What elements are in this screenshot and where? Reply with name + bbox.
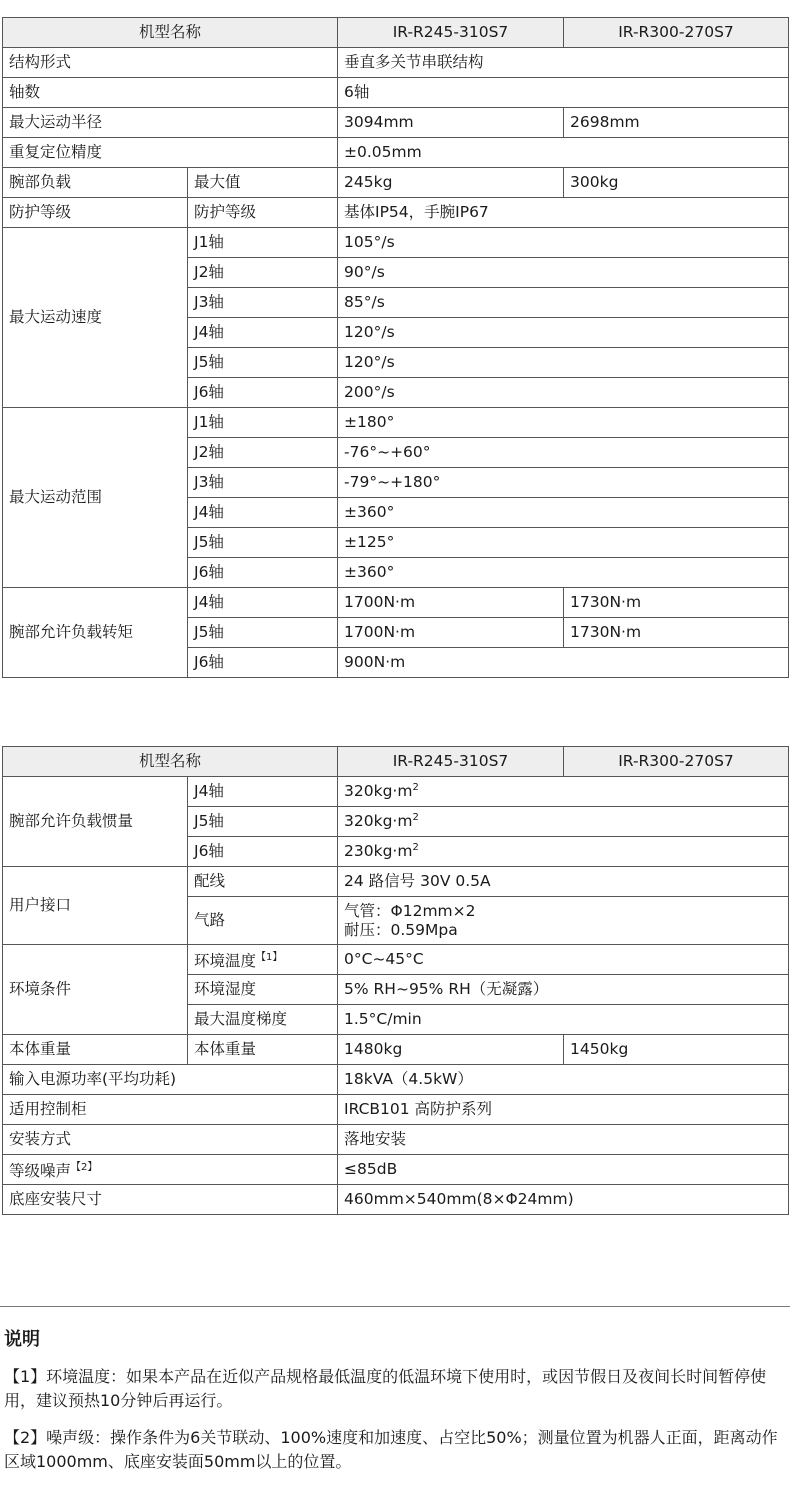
header-model-name: 机型名称 bbox=[3, 18, 338, 48]
speed-axis: J1轴 bbox=[188, 228, 338, 258]
table-row bbox=[3, 945, 789, 975]
protection-value: 基体IP54，手腕IP67 bbox=[338, 198, 789, 228]
unit-superscript: 2 bbox=[412, 781, 419, 793]
row-label-inertia: 腕部允许负载惯量 bbox=[3, 777, 188, 867]
inertia-value-cell bbox=[338, 837, 789, 867]
env-humidity-sub: 环境湿度 bbox=[188, 975, 338, 1005]
table-row bbox=[3, 138, 789, 168]
row-label-repeatability: 重复定位精度 bbox=[3, 138, 338, 168]
header-model-a: IR-R245-310S7 bbox=[338, 18, 564, 48]
speed-axis: J2轴 bbox=[188, 258, 338, 288]
row-label-range: 最大运动范围 bbox=[3, 408, 188, 588]
table-row bbox=[3, 228, 789, 258]
range-axis: J3轴 bbox=[188, 468, 338, 498]
env-temp-sub: 环境温度 bbox=[194, 952, 257, 970]
env-gradient-sub: 最大温度梯度 bbox=[188, 1005, 338, 1035]
speed-axis: J3轴 bbox=[188, 288, 338, 318]
torque-b: 1730N·m bbox=[564, 618, 789, 648]
range-value: ±360° bbox=[338, 558, 789, 588]
power-value: 18kVA（4.5kW） bbox=[338, 1065, 789, 1095]
inertia-axis: J5轴 bbox=[188, 807, 338, 837]
row-label-axes: 轴数 bbox=[3, 78, 338, 108]
table-row bbox=[3, 1035, 789, 1065]
torque-axis: J4轴 bbox=[188, 588, 338, 618]
row-label-controller: 适用控制柜 bbox=[3, 1095, 338, 1125]
payload-b: 300kg bbox=[564, 168, 789, 198]
noise-label-cell bbox=[3, 1155, 338, 1185]
inertia-value: 320kg·m bbox=[344, 782, 413, 800]
table-row bbox=[3, 1185, 789, 1215]
inertia-axis: J4轴 bbox=[188, 777, 338, 807]
notes-title: 说明 bbox=[4, 1329, 40, 1350]
range-value: ±125° bbox=[338, 528, 789, 558]
air-sub: 气路 bbox=[188, 897, 338, 945]
torque-a: 1700N·m bbox=[338, 588, 564, 618]
table-row bbox=[3, 1095, 789, 1125]
table-row bbox=[3, 1065, 789, 1095]
speed-value: 120°/s bbox=[338, 348, 789, 378]
payload-a: 245kg bbox=[338, 168, 564, 198]
row-label-structure: 结构形式 bbox=[3, 48, 338, 78]
weight-sub: 本体重量 bbox=[188, 1035, 338, 1065]
row-label-payload: 腕部负载 bbox=[3, 168, 188, 198]
footnote-ref-1: 【1】 bbox=[256, 952, 283, 963]
header-model-b: IR-R300-270S7 bbox=[564, 747, 789, 777]
speed-value: 90°/s bbox=[338, 258, 789, 288]
unit-superscript: 2 bbox=[412, 811, 419, 823]
row-label-user-interface: 用户接口 bbox=[3, 867, 188, 945]
row-label-noise: 等级噪声 bbox=[9, 1162, 72, 1180]
note-2: 【2】噪声级：操作条件为6关节联动、100%速度和加速度、占空比50%；测量位置为机器人正面，距离动作区域1000mm、底座安装面50mm以上的位置。 bbox=[4, 1428, 778, 1471]
air-line-1: 气管：Φ12mm×2 bbox=[344, 901, 476, 920]
table-header-row bbox=[3, 18, 789, 48]
axes-value: 6轴 bbox=[338, 78, 789, 108]
range-value: ±360° bbox=[338, 498, 789, 528]
env-temp-value: 0°C~45°C bbox=[338, 945, 789, 975]
speed-axis: J4轴 bbox=[188, 318, 338, 348]
table-row bbox=[3, 867, 789, 897]
torque-axis: J5轴 bbox=[188, 618, 338, 648]
noise-value: ≤85dB bbox=[338, 1155, 789, 1185]
env-gradient-value: 1.5°C/min bbox=[338, 1005, 789, 1035]
speed-value: 105°/s bbox=[338, 228, 789, 258]
range-value: -76°~+60° bbox=[338, 438, 789, 468]
controller-value: IRCB101 高防护系列 bbox=[338, 1095, 789, 1125]
torque-b: 1730N·m bbox=[564, 588, 789, 618]
table-row bbox=[3, 198, 789, 228]
air-line-2: 耐压：0.59Mpa bbox=[344, 920, 458, 939]
row-label-environment: 环境条件 bbox=[3, 945, 188, 1035]
range-axis: J2轴 bbox=[188, 438, 338, 468]
row-label-speed: 最大运动速度 bbox=[3, 228, 188, 408]
table-row bbox=[3, 78, 789, 108]
speed-axis: J6轴 bbox=[188, 378, 338, 408]
row-label-protection: 防护等级 bbox=[3, 198, 188, 228]
weight-a: 1480kg bbox=[338, 1035, 564, 1065]
weight-b: 1450kg bbox=[564, 1035, 789, 1065]
env-temp-sub-cell bbox=[188, 945, 338, 975]
unit-superscript: 2 bbox=[412, 841, 419, 853]
table-row bbox=[3, 1125, 789, 1155]
section-divider bbox=[0, 1306, 790, 1307]
protection-sub: 防护等级 bbox=[188, 198, 338, 228]
note-1: 【1】环境温度：如果本产品在近似产品规格最低温度的低温环境下使用时，或因节假日及夜间长时间暂停使用，建议预热10分钟后再运行。 bbox=[4, 1367, 767, 1410]
payload-sub: 最大值 bbox=[188, 168, 338, 198]
row-label-torque: 腕部允许负载转矩 bbox=[3, 588, 188, 678]
max-radius-a: 3094mm bbox=[338, 108, 564, 138]
inertia-value: 230kg·m bbox=[344, 842, 413, 860]
table-header-row bbox=[3, 747, 789, 777]
inertia-value: 320kg·m bbox=[344, 812, 413, 830]
table-row bbox=[3, 1155, 789, 1185]
spec-table-1 bbox=[2, 17, 789, 678]
row-label-power: 输入电源功率(平均功耗) bbox=[3, 1065, 338, 1095]
table-row bbox=[3, 777, 789, 807]
max-radius-b: 2698mm bbox=[564, 108, 789, 138]
row-label-weight: 本体重量 bbox=[3, 1035, 188, 1065]
header-model-b: IR-R300-270S7 bbox=[564, 18, 789, 48]
inertia-value-cell bbox=[338, 777, 789, 807]
row-label-base: 底座安装尺寸 bbox=[3, 1185, 338, 1215]
header-model-name: 机型名称 bbox=[3, 747, 338, 777]
table-row bbox=[3, 108, 789, 138]
repeatability-value: ±0.05mm bbox=[338, 138, 789, 168]
range-value: -79°~+180° bbox=[338, 468, 789, 498]
structure-value: 垂直多关节串联结构 bbox=[338, 48, 789, 78]
wiring-sub: 配线 bbox=[188, 867, 338, 897]
row-label-install: 安装方式 bbox=[3, 1125, 338, 1155]
footnote-ref-2: 【2】 bbox=[71, 1162, 98, 1173]
spec-table-2 bbox=[2, 746, 789, 1215]
range-axis: J1轴 bbox=[188, 408, 338, 438]
table-row bbox=[3, 168, 789, 198]
air-value-cell bbox=[338, 897, 789, 945]
range-axis: J6轴 bbox=[188, 558, 338, 588]
speed-value: 120°/s bbox=[338, 318, 789, 348]
table-row bbox=[3, 588, 789, 618]
header-model-a: IR-R245-310S7 bbox=[338, 747, 564, 777]
inertia-axis: J6轴 bbox=[188, 837, 338, 867]
torque-value: 900N·m bbox=[338, 648, 789, 678]
row-label-max-radius: 最大运动半径 bbox=[3, 108, 338, 138]
range-axis: J4轴 bbox=[188, 498, 338, 528]
torque-axis: J6轴 bbox=[188, 648, 338, 678]
range-value: ±180° bbox=[338, 408, 789, 438]
wiring-value: 24 路信号 30V 0.5A bbox=[338, 867, 789, 897]
range-axis: J5轴 bbox=[188, 528, 338, 558]
install-value: 落地安装 bbox=[338, 1125, 789, 1155]
torque-a: 1700N·m bbox=[338, 618, 564, 648]
table-row bbox=[3, 48, 789, 78]
speed-value: 85°/s bbox=[338, 288, 789, 318]
table-row bbox=[3, 408, 789, 438]
env-humidity-value: 5% RH~95% RH（无凝露） bbox=[338, 975, 789, 1005]
base-value: 460mm×540mm(8×Φ24mm) bbox=[338, 1185, 789, 1215]
speed-axis: J5轴 bbox=[188, 348, 338, 378]
inertia-value-cell bbox=[338, 807, 789, 837]
speed-value: 200°/s bbox=[338, 378, 789, 408]
